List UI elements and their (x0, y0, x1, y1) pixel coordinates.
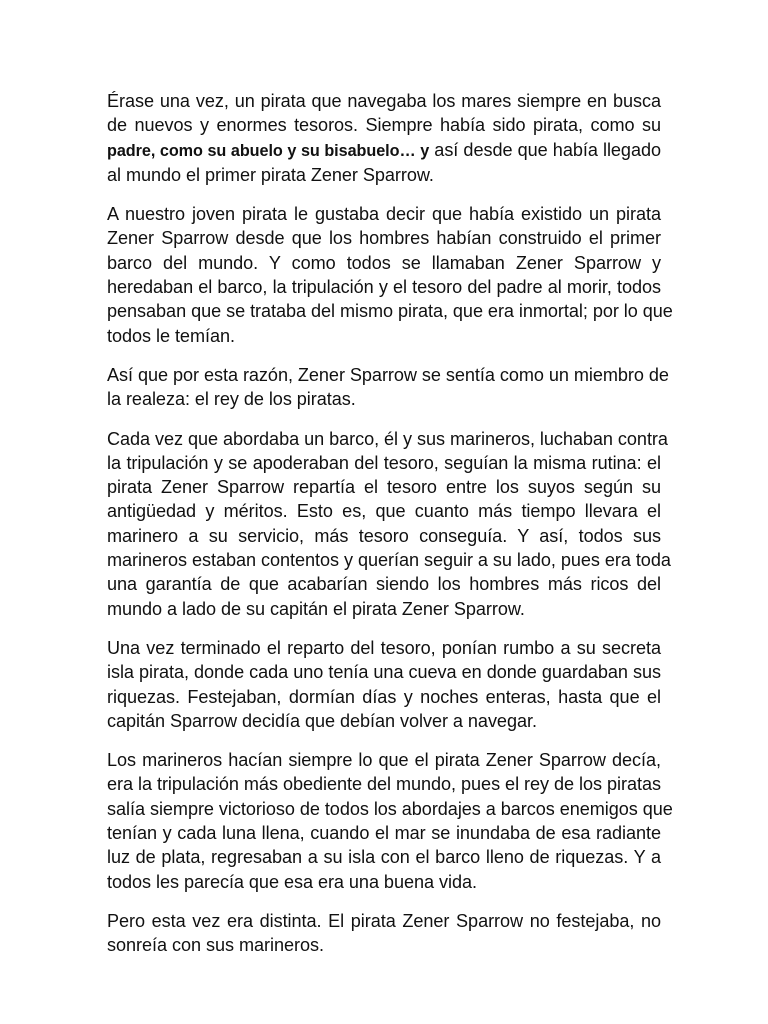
text-line: Pero esta vez era distinta. El pirata Zener Sparrow no festejaba, no (107, 910, 661, 931)
text-line: Cada vez que abordaba un barco, él y sus marineros, luchaban contra (107, 428, 668, 449)
text-line: barco del mundo. Y como todos se llamaban Zener Sparrow y (107, 252, 661, 273)
paragraph-6 (107, 748, 673, 894)
text-line: Los marineros hacían siempre lo que el pirata Zener Sparrow decía, (107, 750, 661, 771)
text-line: de nuevos y enormes tesoros. Siempre había sido pirata, como su (107, 115, 661, 136)
paragraph-1 (107, 89, 661, 187)
normal-text: así desde que había llegado (429, 139, 661, 160)
text-line-mixed (107, 138, 661, 163)
text-line: isla pirata, donde cada uno tenía una cueva en donde guardaban sus (107, 662, 661, 683)
paragraph-7 (107, 909, 661, 958)
paragraph-3 (107, 363, 669, 412)
paragraph-4 (107, 427, 671, 621)
text-line: Zener Sparrow desde que los hombres habían construido el primer (107, 228, 661, 249)
text-line: heredaban el barco, la tripulación y el tesoro del padre al morir, todos (107, 277, 661, 298)
text-line: marineros estaban contentos y querían seguir a su lado, pues era toda (107, 550, 671, 571)
text-line: capitán Sparrow decidía que debían volver a navegar. (107, 710, 537, 731)
text-line: salía siempre victorioso de todos los abordajes a barcos enemigos que (107, 798, 673, 819)
text-line: tenían y cada luna llena, cuando el mar se inundaba de esa radiante (107, 823, 661, 844)
text-line: la tripulación y se apoderaban del tesoro, seguían la misma rutina: el (107, 452, 661, 473)
text-line: pensaban que se trataba del mismo pirata, que era inmortal; por lo que (107, 301, 673, 322)
text-line: era la tripulación más obediente del mundo, pues el rey de los piratas (107, 774, 661, 795)
text-line: luz de plata, regresaban a su isla con el barco lleno de riquezas. Y a (107, 847, 661, 868)
text-line: Una vez terminado el reparto del tesoro, ponían rumbo a su secreta (107, 637, 661, 658)
text-line: A nuestro joven pirata le gustaba decir que había existido un pirata (107, 204, 661, 225)
text-line: la realeza: el rey de los piratas. (107, 389, 356, 410)
text-line: riquezas. Festejaban, dormían días y noches enteras, hasta que el (107, 686, 661, 707)
text-line: todos le temían. (107, 325, 235, 346)
text-line: Érase una vez, un pirata que navegaba los mares siempre en busca (107, 91, 661, 111)
text-line: mundo a lado de su capitán el pirata Zener Sparrow. (107, 598, 525, 619)
paragraph-5 (107, 636, 661, 733)
text-line: todos les parecía que esa era una buena vida. (107, 871, 477, 892)
bold-text: padre, como su abuelo y su bisabuelo… y (107, 141, 430, 160)
text-line: marinero a su servicio, más tesoro conseguía. Y así, todos sus (107, 525, 661, 546)
text-line: pirata Zener Sparrow repartía el tesoro entre los suyos según su (107, 477, 661, 498)
text-line: Así que por esta razón, Zener Sparrow se sentía como un miembro de (107, 364, 669, 385)
text-line: una garantía de que acabarían siendo los hombres más ricos del (107, 574, 661, 595)
paragraph-2 (107, 202, 673, 348)
text-line: antigüedad y méritos. Esto es, que cuanto más tiempo llevara el (107, 501, 661, 522)
text-line: al mundo el primer pirata Zener Sparrow. (107, 164, 434, 185)
text-line: sonreía con sus marineros. (107, 935, 324, 956)
